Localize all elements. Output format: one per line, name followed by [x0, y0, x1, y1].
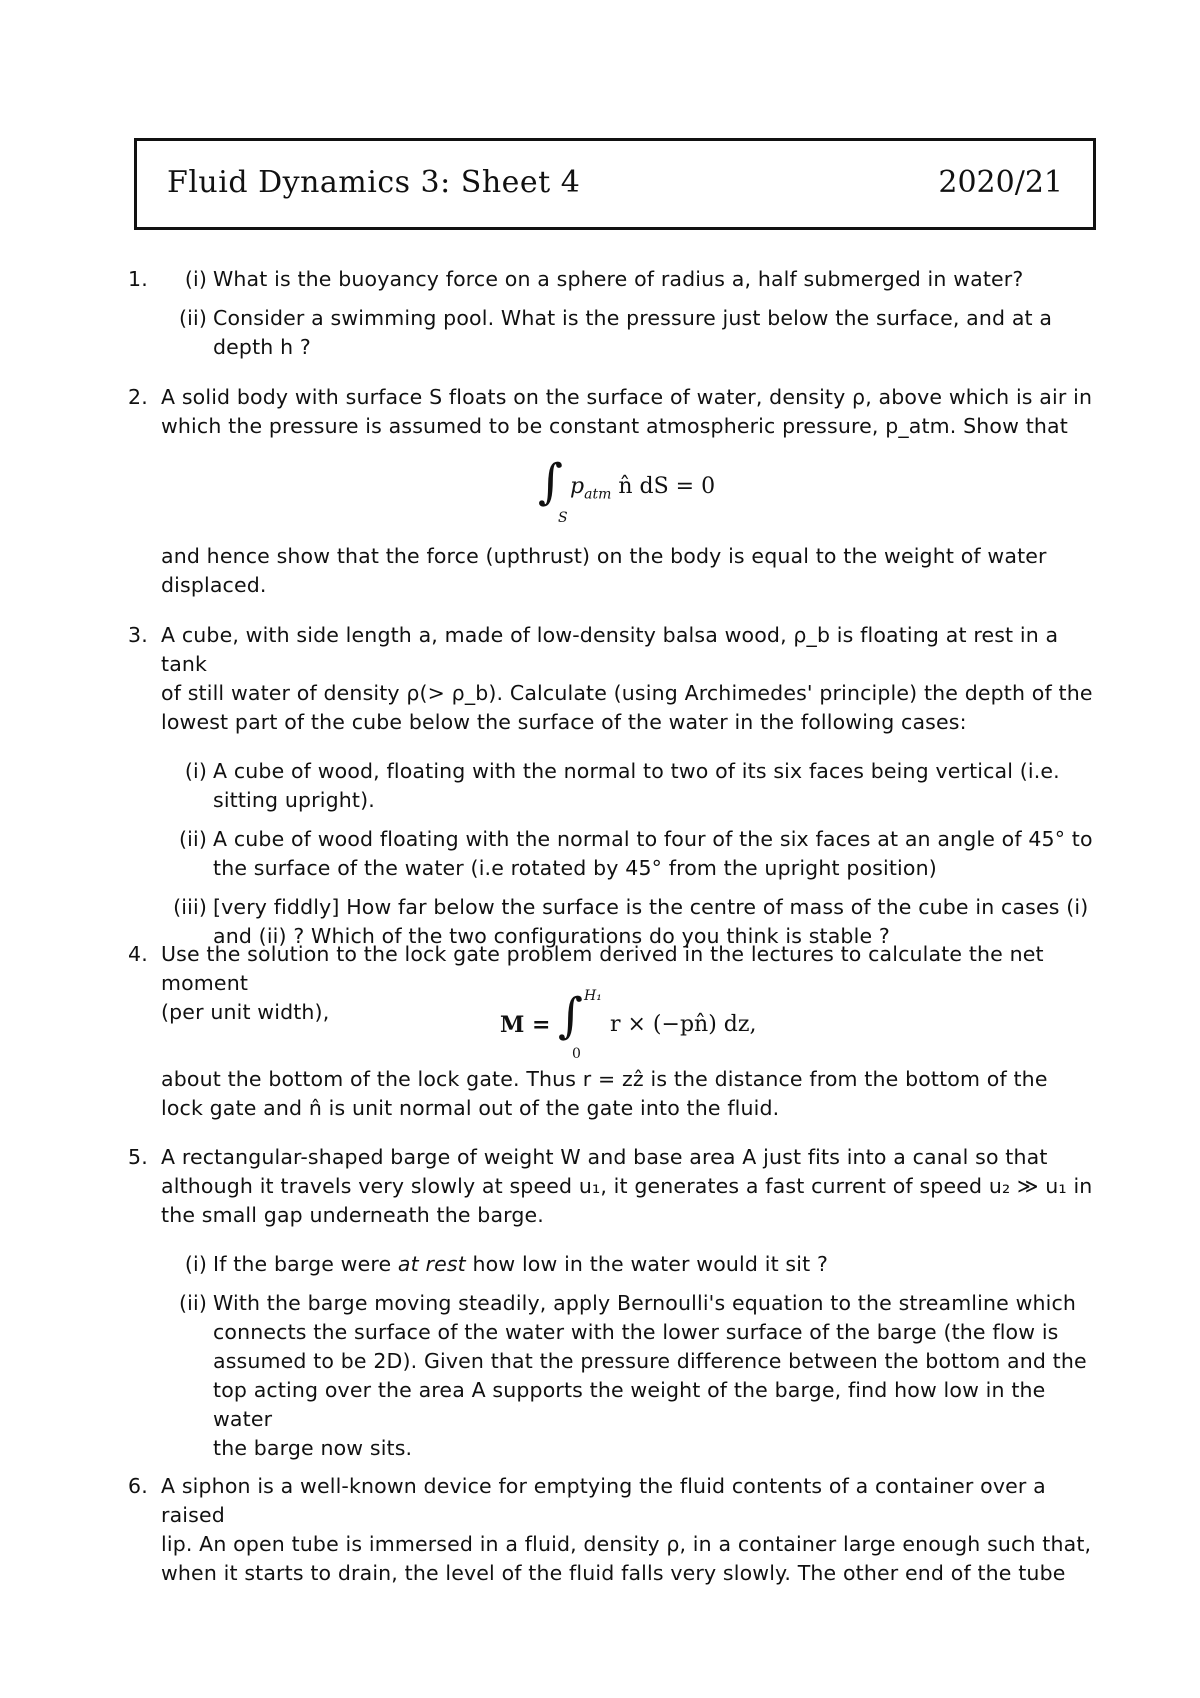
part-line: and (ii) ? Which of the two configurations do you think is stable ?: [213, 924, 890, 948]
question-line: lip. An open tube is immersed in a fluid, density ρ, in a container large enough such that,: [161, 1532, 1092, 1556]
question-5-part-i: [161, 1250, 1105, 1279]
equation-lhs: M =: [500, 1012, 551, 1038]
part-line: assumed to be 2D). Given that the pressure difference between the bottom and the: [213, 1349, 1087, 1373]
question-line: A siphon is a well-known device for emptying the fluid contents of a container over a raised: [161, 1474, 1046, 1527]
part-line: A cube of wood, floating with the normal to two of its six faces being vertical (i.e.: [213, 759, 1060, 783]
question-1-part-i: [161, 265, 1105, 294]
question-line: Use the solution to the lock gate problem derived in the lectures to calculate the net moment: [161, 942, 1044, 995]
part-label: (iii): [173, 895, 207, 919]
question-line: of still water of density ρ(> ρ_b). Calculate (using Archimedes' principle) the depth of the: [161, 681, 1093, 705]
part-label: (ii): [179, 827, 207, 851]
question-line: displaced.: [161, 573, 267, 597]
question-line: A rectangular-shaped barge of weight W and base area A just fits into a canal so that: [161, 1145, 1048, 1169]
integral-sign: ∫: [558, 988, 584, 1044]
integrand-symbol: p: [570, 474, 585, 499]
question-line: lock gate and n̂ is unit normal out of the gate into the fluid.: [161, 1096, 780, 1120]
question-line: which the pressure is assumed to be constant atmospheric pressure, p_atm. Show that: [161, 414, 1068, 438]
question-line: A solid body with surface S floats on the surface of water, density ρ, above which is air in: [161, 385, 1093, 409]
part-label: (ii): [179, 1291, 207, 1315]
question-line: when it starts to drain, the level of the fluid falls very slowly. The other end of the tube: [161, 1561, 1066, 1585]
question-3-part-ii: [161, 825, 1105, 883]
part-label: (i): [184, 267, 207, 291]
part-line: top acting over the area A supports the weight of the barge, find how low in the water: [213, 1378, 1046, 1431]
part-label: (i): [184, 759, 207, 783]
sheet-title: Fluid Dynamics 3: Sheet 4: [167, 165, 581, 200]
part-text: If the barge were at rest how low in the water would it sit ?: [213, 1252, 828, 1276]
equation-rest: n̂ dS = 0: [618, 474, 716, 499]
academic-year: 2020/21: [938, 165, 1063, 200]
integral-sign: ∫: [538, 454, 564, 510]
part-line: the surface of the water (i.e rotated by 45° from the upright position): [213, 856, 937, 880]
emphasis-text: at rest: [397, 1252, 466, 1276]
part-line: A cube of wood floating with the normal to four of the six faces at an angle of 45° to: [213, 827, 1093, 851]
part-label: (i): [184, 1252, 207, 1276]
question-line: and hence show that the force (upthrust) on the body is equal to the weight of water: [161, 544, 1047, 568]
part-line: sitting upright).: [213, 788, 375, 812]
integral-upper-limit: H₁: [584, 988, 602, 1004]
question-line: lowest part of the cube below the surface of the water in the following cases:: [161, 710, 967, 734]
part-line: With the barge moving steadily, apply Bernoulli's equation to the streamline which: [213, 1291, 1077, 1315]
part-line: depth h ?: [213, 335, 311, 359]
question-number: 3.: [128, 623, 148, 647]
question-number: 1.: [128, 267, 148, 291]
question-number: 2.: [128, 385, 148, 409]
part-label: (ii): [179, 306, 207, 330]
part-line: Consider a swimming pool. What is the pressure just below the surface, and at a: [213, 306, 1053, 330]
question-line: (per unit width),: [161, 1000, 330, 1024]
question-3-part-i: [161, 757, 1105, 815]
question-1-part-ii: [161, 304, 1105, 362]
integral-lower-limit: S: [558, 510, 568, 526]
part-line: connects the surface of the water with the lower surface of the barge (the flow is: [213, 1320, 1059, 1344]
part-line: the barge now sits.: [213, 1436, 413, 1460]
part-text: What is the buoyancy force on a sphere of radius a, half submerged in water?: [213, 267, 1024, 291]
question-line: about the bottom of the lock gate. Thus r = zẑ is the distance from the bottom of the: [161, 1067, 1048, 1091]
integral-lower-limit: 0: [572, 1046, 581, 1062]
integrand-subscript: atm: [584, 486, 612, 503]
question-number: 6.: [128, 1474, 148, 1498]
equation-net-moment: [500, 988, 760, 1062]
part-line: [very fiddly] How far below the surface is the centre of mass of the cube in cases (i): [213, 895, 1089, 919]
question-line: although it travels very slowly at speed u₁, it generates a fast current of speed u₂ ≫ u₁ in: [161, 1174, 1093, 1198]
question-number: 5.: [128, 1145, 148, 1169]
equation-surface-integral: [538, 454, 716, 526]
question-number: 4.: [128, 942, 148, 966]
title-box: [134, 138, 1096, 230]
question-line: the small gap underneath the barge.: [161, 1203, 544, 1227]
equation-rest: r × (−pn̂) dz,: [610, 1012, 757, 1037]
question-5-part-ii: [161, 1289, 1105, 1463]
question-line: A cube, with side length a, made of low-density balsa wood, ρ_b is floating at rest in a tank: [161, 623, 1059, 676]
